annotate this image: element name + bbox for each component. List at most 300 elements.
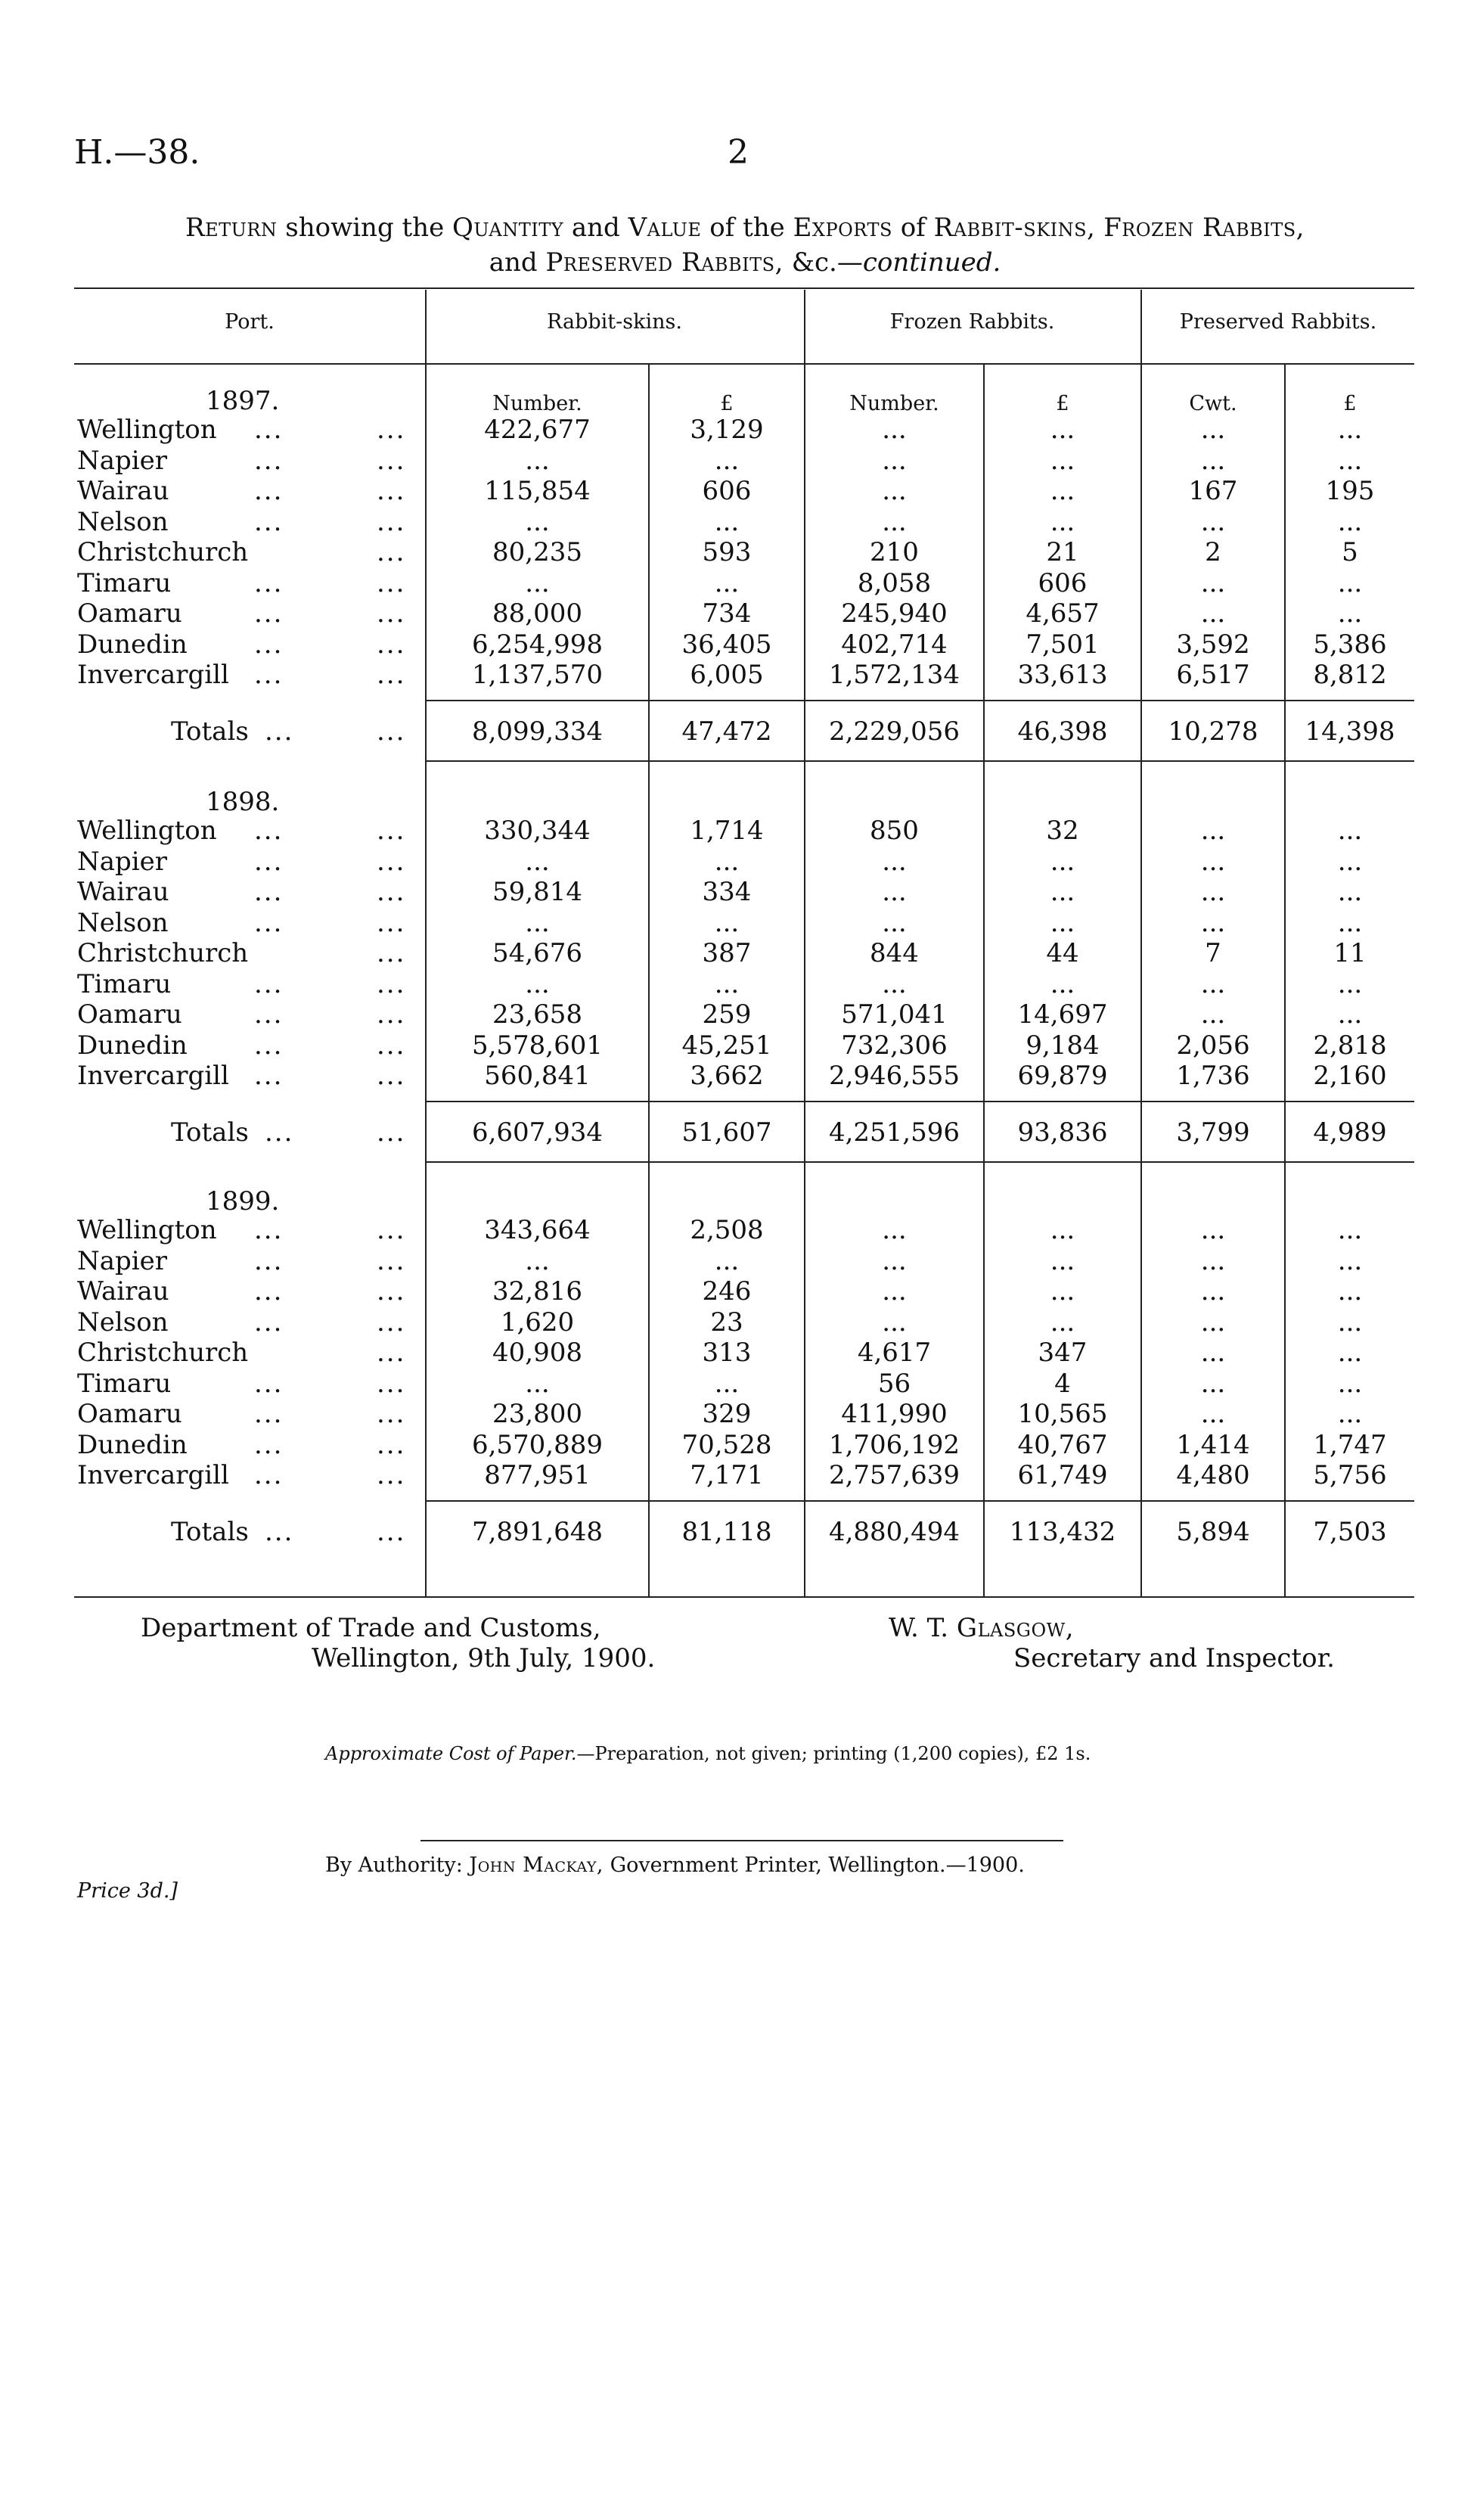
table-cell: ...: [1200, 846, 1226, 877]
totals-rule: [427, 1101, 1414, 1102]
table-cell: ...: [525, 567, 550, 598]
table-cell: ...: [525, 846, 550, 877]
leader-dots: ...: [377, 1429, 406, 1460]
table-cell: 732,306: [841, 1030, 948, 1061]
imprint-rule: [420, 1840, 1063, 1841]
port-name: Invercargill: [77, 1061, 229, 1091]
table-cell: ...: [1050, 846, 1075, 877]
totals-cell: 10,278: [1168, 716, 1258, 747]
port-name: Invercargill: [77, 1460, 229, 1490]
table-cell: ...: [1200, 445, 1226, 476]
port-name: Christchurch: [77, 1338, 249, 1368]
year-heading: 1898.: [206, 787, 280, 817]
table-cell: 7,171: [690, 1460, 764, 1490]
title-word: Preserved Rabbits,: [545, 247, 784, 278]
table-cell: ...: [525, 445, 550, 476]
leader-dots: ...: [254, 968, 284, 999]
table-cell: ...: [1337, 877, 1363, 907]
totals-cell: 81,118: [681, 1516, 772, 1547]
leader-dots: ...: [377, 1307, 406, 1338]
port-name: Wairau: [77, 877, 169, 907]
leader-dots: ...: [377, 877, 406, 907]
port-name: Oamaru: [77, 598, 182, 629]
title-word: Rabbit-skins,: [933, 213, 1096, 243]
table-cell: 2: [1205, 537, 1221, 567]
table-cell: ...: [1200, 1245, 1226, 1276]
leader-dots: ...: [377, 716, 406, 747]
table-cell: ...: [1200, 1215, 1226, 1245]
table-cell: 4,480: [1176, 1460, 1250, 1490]
table-cell: ...: [882, 1245, 907, 1276]
table-cell: 329: [702, 1399, 752, 1429]
totals-cell: 4,989: [1313, 1117, 1387, 1148]
leader-dots: ...: [377, 1117, 406, 1148]
table-cell: 734: [702, 598, 752, 629]
table-cell: ...: [1050, 968, 1075, 999]
authority-name: John Mackay,: [469, 1853, 604, 1877]
table-cell: ...: [1200, 415, 1226, 445]
leader-dots: ...: [254, 1429, 284, 1460]
title-word: and: [571, 213, 620, 243]
table-cell: 2,818: [1313, 1030, 1387, 1061]
totals-cell: 4,880,494: [828, 1516, 960, 1547]
table-cell: 2,508: [690, 1215, 764, 1245]
table-cell: ...: [882, 1307, 907, 1338]
table-cell: 606: [702, 476, 752, 506]
table-cell: 70,528: [681, 1429, 772, 1460]
title-word: Quantity: [452, 213, 564, 243]
table-cell: ...: [525, 506, 550, 537]
port-name: Dunedin: [77, 1030, 188, 1061]
title-word: and: [489, 247, 538, 278]
totals-rule: [427, 1500, 1414, 1502]
table-cell: 6,005: [690, 660, 764, 690]
port-name: Timaru: [77, 1368, 172, 1399]
table-cell: 5,756: [1313, 1460, 1387, 1490]
table-cell: 23: [710, 1307, 743, 1338]
header-frozen-rabbits: Frozen Rabbits.: [889, 310, 1055, 334]
subheader-frozen-value: £: [1056, 392, 1069, 415]
leader-dots: ...: [377, 1516, 406, 1547]
table-cell: 32,816: [492, 1276, 582, 1307]
header-preserved-rabbits: Preserved Rabbits.: [1179, 310, 1377, 334]
leader-dots: ...: [254, 598, 284, 629]
table-cell: ...: [1200, 1399, 1226, 1429]
port-name: Invercargill: [77, 660, 229, 690]
header-port: Port.: [225, 310, 275, 334]
table-cell: 334: [702, 877, 752, 907]
table-cell: 5,578,601: [471, 1030, 604, 1061]
leader-dots: ...: [254, 1061, 284, 1091]
table-bottom-rule: [74, 1596, 1414, 1598]
port-name: Timaru: [77, 968, 172, 999]
cost-note: [325, 1743, 1091, 1764]
title-word: of the: [709, 213, 785, 243]
table-cell: ...: [1337, 1276, 1363, 1307]
port-name: Dunedin: [77, 1429, 188, 1460]
table-cell: ...: [525, 1368, 550, 1399]
table-cell: 45,251: [681, 1030, 772, 1061]
table-cell: 387: [702, 938, 752, 968]
authority-prefix: By Authority:: [325, 1853, 463, 1877]
title-word: of: [900, 213, 926, 243]
header-bottom-rule: [74, 363, 1414, 365]
table-cell: ...: [1337, 445, 1363, 476]
table-cell: 246: [702, 1276, 752, 1307]
table-cell: ...: [1337, 1399, 1363, 1429]
totals-cell: 6,607,934: [471, 1117, 604, 1148]
leader-dots: ...: [377, 938, 406, 968]
table-cell: 1,620: [500, 1307, 575, 1338]
leader-dots: ...: [254, 907, 284, 938]
table-cell: 844: [870, 938, 919, 968]
title-word: Frozen Rabbits,: [1103, 213, 1305, 243]
table-cell: 167: [1188, 476, 1238, 506]
table-cell: 1,137,570: [471, 660, 604, 690]
table-cell: 61,749: [1017, 1460, 1108, 1490]
year-heading: 1897.: [206, 386, 280, 416]
table-cell: ...: [882, 877, 907, 907]
table-cell: ...: [1337, 1215, 1363, 1245]
leader-dots: ...: [377, 968, 406, 999]
leader-dots: ...: [265, 1516, 294, 1547]
year-heading: 1899.: [206, 1186, 280, 1216]
port-name: Nelson: [77, 907, 169, 938]
totals-cell: 46,398: [1017, 716, 1108, 747]
totals-cell: 47,472: [681, 716, 772, 747]
leader-dots: ...: [254, 445, 284, 476]
leader-dots: ...: [254, 999, 284, 1030]
totals-bottom-rule: [427, 1161, 1414, 1163]
leader-dots: ...: [377, 1338, 406, 1368]
table-cell: ...: [714, 445, 740, 476]
table-cell: ...: [1337, 506, 1363, 537]
port-name: Oamaru: [77, 999, 182, 1030]
table-cell: 14,697: [1017, 999, 1108, 1030]
table-cell: 259: [702, 999, 752, 1030]
page-number: 2: [728, 133, 749, 172]
table-cell: ...: [1050, 1215, 1075, 1245]
leader-dots: ...: [377, 476, 406, 506]
table-cell: 69,879: [1017, 1061, 1108, 1091]
table-cell: 23,658: [492, 999, 582, 1030]
leader-dots: ...: [254, 1307, 284, 1338]
table-cell: 343,664: [484, 1215, 591, 1245]
leader-dots: ...: [377, 1460, 406, 1490]
table-cell: 54,676: [492, 938, 582, 968]
document-code: H.—38.: [74, 133, 200, 172]
table-cell: ...: [1337, 968, 1363, 999]
table-cell: 21: [1046, 537, 1079, 567]
table-cell: 6,517: [1176, 660, 1250, 690]
totals-cell: 7,503: [1313, 1516, 1387, 1547]
table-cell: ...: [1337, 1338, 1363, 1368]
table-cell: 606: [1038, 567, 1088, 598]
title-word: Exports: [793, 213, 892, 243]
table-cell: 195: [1325, 476, 1375, 506]
table-cell: 59,814: [492, 877, 582, 907]
leader-dots: ...: [377, 1368, 406, 1399]
table-cell: 245,940: [841, 598, 948, 629]
signer-name: [889, 1613, 1074, 1643]
cost-text: —Preparation, not given; printing (1,200 copies), £2 1s.: [576, 1743, 1091, 1764]
table-cell: ...: [1200, 877, 1226, 907]
title-word: &c.—: [791, 247, 863, 278]
table-cell: ...: [714, 1368, 740, 1399]
table-cell: 1,706,192: [828, 1429, 960, 1460]
table-cell: ...: [1200, 1368, 1226, 1399]
table-cell: ...: [1050, 877, 1075, 907]
leader-dots: ...: [254, 415, 284, 445]
table-cell: 9,184: [1026, 1030, 1100, 1061]
table-cell: ...: [1200, 1338, 1226, 1368]
leader-dots: ...: [377, 537, 406, 567]
table-cell: ...: [714, 846, 740, 877]
table-cell: ...: [882, 968, 907, 999]
table-cell: ...: [714, 968, 740, 999]
table-cell: ...: [1337, 415, 1363, 445]
table-cell: 33,613: [1017, 660, 1108, 690]
table-cell: ...: [714, 567, 740, 598]
table-cell: 2,160: [1313, 1061, 1387, 1091]
leader-dots: ...: [377, 1276, 406, 1307]
table-cell: ...: [1050, 907, 1075, 938]
leader-dots: ...: [377, 1215, 406, 1245]
leader-dots: ...: [377, 660, 406, 690]
table-cell: ...: [1337, 598, 1363, 629]
table-cell: 88,000: [492, 598, 582, 629]
leader-dots: ...: [377, 598, 406, 629]
table-cell: ...: [714, 1245, 740, 1276]
leader-dots: ...: [377, 415, 406, 445]
port-name: Nelson: [77, 1307, 169, 1338]
table-cell: 3,129: [690, 415, 764, 445]
port-name: Napier: [77, 846, 168, 877]
totals-label: Totals: [171, 1516, 249, 1547]
table-cell: ...: [1200, 907, 1226, 938]
title-word: showing the: [285, 213, 445, 243]
leader-dots: ...: [254, 660, 284, 690]
table-cell: 40,767: [1017, 1429, 1108, 1460]
port-name: Wellington: [77, 1215, 217, 1245]
table-cell: ...: [525, 968, 550, 999]
subheader-skins-value: £: [720, 392, 734, 415]
subheader-frozen-number: Number.: [849, 392, 939, 415]
table-cell: 2,757,639: [828, 1460, 960, 1490]
leader-dots: ...: [254, 567, 284, 598]
totals-cell: 5,894: [1176, 1516, 1250, 1547]
table-cell: ...: [1050, 476, 1075, 506]
leader-dots: ...: [377, 445, 406, 476]
leader-dots: ...: [377, 846, 406, 877]
totals-label: Totals: [171, 716, 249, 747]
port-name: Timaru: [77, 567, 172, 598]
table-cell: ...: [1337, 567, 1363, 598]
table-cell: 80,235: [492, 537, 582, 567]
table-cell: ...: [882, 506, 907, 537]
table-cell: ...: [1050, 415, 1075, 445]
table-cell: 6,254,998: [471, 629, 604, 660]
port-name: Napier: [77, 1245, 168, 1276]
table-cell: ...: [1050, 445, 1075, 476]
table-cell: 877,951: [484, 1460, 591, 1490]
table-cell: 3,662: [690, 1061, 764, 1091]
header-rabbit-skins: Rabbit-skins.: [547, 310, 682, 334]
leader-dots: ...: [254, 1245, 284, 1276]
table-cell: 3,592: [1176, 629, 1250, 660]
table-cell: 210: [870, 537, 919, 567]
totals-cell: 113,432: [1009, 1516, 1116, 1547]
leader-dots: ...: [254, 877, 284, 907]
leader-dots: ...: [377, 999, 406, 1030]
port-name: Wairau: [77, 1276, 169, 1307]
table-cell: 560,841: [484, 1061, 591, 1091]
table-cell: 571,041: [841, 999, 948, 1030]
port-name: Christchurch: [77, 537, 249, 567]
table-cell: 347: [1038, 1338, 1088, 1368]
leader-dots: ...: [254, 1368, 284, 1399]
leader-dots: ...: [377, 907, 406, 938]
table-cell: ...: [882, 1215, 907, 1245]
leader-dots: ...: [377, 1399, 406, 1429]
title-word: Return: [185, 213, 278, 243]
table-cell: 36,405: [681, 629, 772, 660]
table-cell: 10,565: [1017, 1399, 1108, 1429]
signer-initials: W. T.: [889, 1613, 949, 1643]
table-cell: 4,617: [857, 1338, 932, 1368]
cost-label: Approximate Cost of Paper.: [325, 1743, 577, 1764]
table-cell: 402,714: [841, 629, 948, 660]
table-cell: 1,736: [1176, 1061, 1250, 1091]
table-cell: 422,677: [484, 415, 591, 445]
leader-dots: ...: [377, 1245, 406, 1276]
signer-surname: Glasgow,: [956, 1613, 1075, 1643]
table-cell: ...: [1200, 506, 1226, 537]
leader-dots: ...: [265, 1117, 294, 1148]
table-cell: ...: [882, 1276, 907, 1307]
table-cell: ...: [1050, 1307, 1075, 1338]
leader-dots: ...: [254, 629, 284, 660]
leader-dots: ...: [254, 846, 284, 877]
table-cell: ...: [882, 476, 907, 506]
table-cell: ...: [1337, 816, 1363, 846]
table-cell: ...: [1200, 567, 1226, 598]
date-line: Wellington, 9th July, 1900.: [312, 1643, 656, 1673]
subheader-preserved-cwt: Cwt.: [1189, 392, 1237, 415]
leader-dots: ...: [254, 816, 284, 846]
totals-cell: 3,799: [1176, 1117, 1250, 1148]
totals-cell: 7,891,648: [471, 1516, 604, 1547]
table-cell: 1,572,134: [828, 660, 960, 690]
table-cell: 8,812: [1313, 660, 1387, 690]
table-cell: ...: [882, 415, 907, 445]
table-cell: ...: [882, 445, 907, 476]
table-cell: ...: [1337, 999, 1363, 1030]
table-cell: 8,058: [857, 567, 932, 598]
totals-rule: [427, 700, 1414, 701]
title-word: Value: [628, 213, 702, 243]
leader-dots: ...: [254, 1399, 284, 1429]
department-line: Department of Trade and Customs,: [141, 1613, 601, 1643]
title-word: continued.: [862, 247, 1001, 278]
table-cell: ...: [714, 907, 740, 938]
table-cell: ...: [1200, 598, 1226, 629]
totals-cell: 51,607: [681, 1117, 772, 1148]
leader-dots: ...: [377, 1061, 406, 1091]
totals-cell: 14,398: [1305, 716, 1395, 747]
port-name: Nelson: [77, 506, 169, 537]
table-top-rule: [74, 287, 1414, 289]
table-cell: ...: [1200, 968, 1226, 999]
table-cell: ...: [1200, 999, 1226, 1030]
table-cell: ...: [1050, 1276, 1075, 1307]
printer-imprint: [325, 1853, 1025, 1877]
leader-dots: ...: [254, 1460, 284, 1490]
table-cell: 330,344: [484, 816, 591, 846]
table-cell: ...: [1050, 506, 1075, 537]
totals-cell: 2,229,056: [828, 716, 960, 747]
port-name: Dunedin: [77, 629, 188, 660]
subheader-skins-number: Number.: [492, 392, 582, 415]
table-cell: 313: [702, 1338, 752, 1368]
table-cell: 23,800: [492, 1399, 582, 1429]
table-cell: 56: [877, 1368, 911, 1399]
table-cell: 32: [1046, 816, 1079, 846]
table-cell: 11: [1333, 938, 1367, 968]
table-cell: 1,414: [1176, 1429, 1250, 1460]
totals-cell: 8,099,334: [471, 716, 604, 747]
table-cell: 1,714: [690, 816, 764, 846]
table-cell: ...: [1337, 907, 1363, 938]
table-cell: 4,657: [1026, 598, 1100, 629]
table-cell: 115,854: [484, 476, 591, 506]
table-cell: 2,946,555: [828, 1061, 960, 1091]
leader-dots: ...: [377, 567, 406, 598]
table-cell: 7: [1205, 938, 1221, 968]
totals-cell: 4,251,596: [828, 1117, 960, 1148]
authority-suffix: Government Printer, Wellington.—1900.: [610, 1853, 1025, 1877]
table-cell: ...: [714, 506, 740, 537]
table-cell: 5,386: [1313, 629, 1387, 660]
leader-dots: ...: [254, 506, 284, 537]
port-name: Napier: [77, 445, 168, 476]
port-name: Wairau: [77, 476, 169, 506]
table-cell: 850: [870, 816, 919, 846]
port-name: Wellington: [77, 816, 217, 846]
table-cell: ...: [1200, 1307, 1226, 1338]
table-cell: ...: [882, 907, 907, 938]
document-title: [76, 210, 1414, 280]
table-cell: 593: [702, 537, 752, 567]
leader-dots: ...: [265, 716, 294, 747]
table-cell: ...: [525, 907, 550, 938]
port-name: Christchurch: [77, 938, 249, 968]
table-cell: ...: [882, 846, 907, 877]
totals-bottom-rule: [427, 760, 1414, 762]
subheader-preserved-value: £: [1343, 392, 1357, 415]
leader-dots: ...: [377, 816, 406, 846]
table-cell: ...: [1337, 846, 1363, 877]
leader-dots: ...: [377, 1030, 406, 1061]
table-cell: 6,570,889: [471, 1429, 604, 1460]
table-cell: 2,056: [1176, 1030, 1250, 1061]
table-cell: 44: [1046, 938, 1079, 968]
table-cell: ...: [1337, 1307, 1363, 1338]
signer-title: Secretary and Inspector.: [1013, 1643, 1335, 1673]
table-cell: 411,990: [841, 1399, 948, 1429]
price-note: Price 3d.]: [77, 1879, 178, 1903]
table-cell: 7,501: [1026, 629, 1100, 660]
